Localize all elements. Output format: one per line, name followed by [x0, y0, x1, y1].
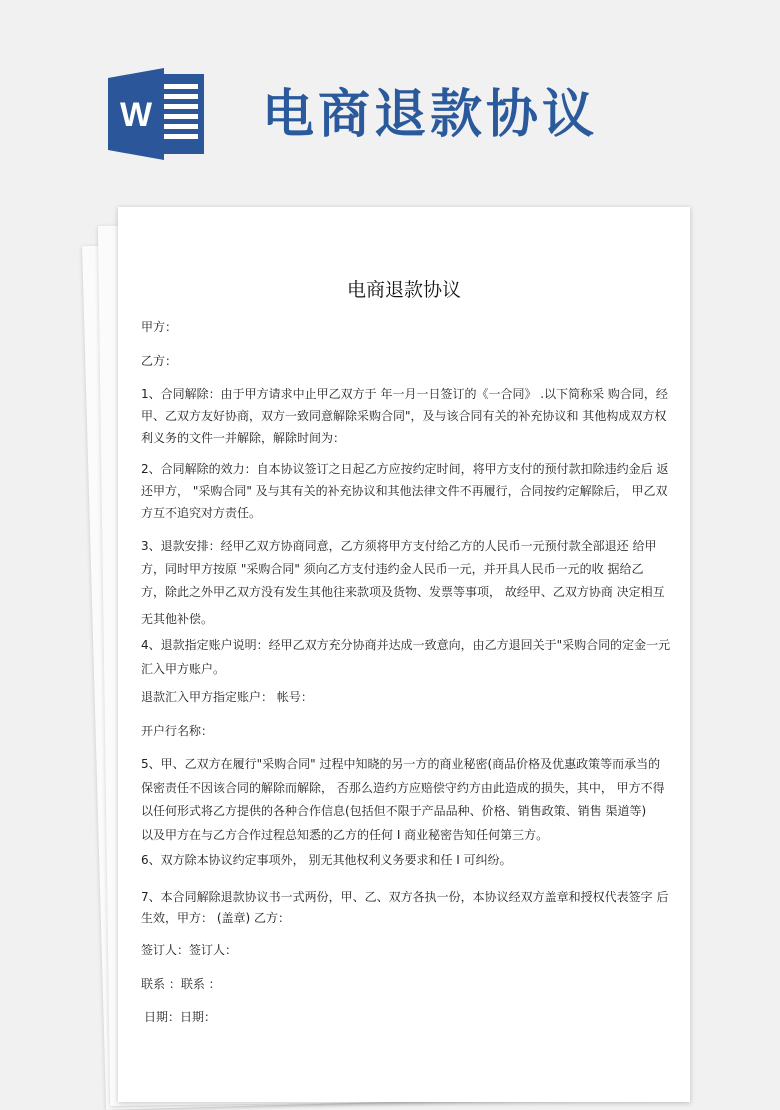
clause-1 [141, 383, 676, 449]
bank-name-label: 开户行名称： [141, 724, 214, 738]
clause-line: 5、甲、乙双方在履行"采购合同" 过程中知晓的另一方的商业秘密(商品价格及优惠政策等而承当的 [141, 757, 661, 771]
party-a-label: 甲方： [141, 320, 178, 334]
document-title: 电商退款协议 [346, 279, 461, 301]
word-document-icon [108, 66, 208, 162]
clause-2 [141, 458, 676, 524]
party-b-label: 乙方： [141, 354, 178, 368]
clause-line: 还甲方， "采购合同" 及与其有关的补充协议和其他法律文件不再履行，合同按约定解除后， 甲乙双 [141, 484, 668, 498]
clause-line: 保密责任不因该合同的解除而解除， 否那么造约方应赔偿守约方由此造成的损失，其中， 甲方不得 [141, 780, 665, 795]
document-page [118, 207, 690, 1102]
logo-letter: W [119, 96, 153, 134]
page-header [0, 0, 780, 200]
clause-6: 6、双方除本协议约定事项外， 别无其他权利义务要求和任 I 可纠纷。 [141, 853, 512, 867]
account-label: 退款汇入甲方指定账户： 帐号： [141, 690, 313, 704]
clause-line: 无其他补偿。 [141, 612, 214, 626]
clause-line: 汇入甲方账户。 [141, 662, 226, 676]
clause-7 [141, 887, 676, 929]
clause-line: 2、合同解除的效力：自本协议签订之日起乙方应按约定时间，将甲方支付的预付款扣除违约金后 返 [141, 462, 669, 476]
clause-line: 方互不追究对方责任。 [141, 506, 262, 520]
date-label: 日期：日期： [144, 1010, 217, 1024]
clause-line: 生效，甲方： (盖章) 乙方： [141, 911, 290, 925]
clause-line: 7、本合同解除退款协议书一式两份，甲、乙、双方各执一份，本协议经双方盖章和授权代表签字 后 [141, 890, 669, 904]
contact-label: 联系 ：联系 ： [141, 977, 221, 991]
clause-line: 3、退款安排：经甲乙双方协商同意，乙方须将甲方支付给乙方的人民币一元预付款全部退还 给甲 [141, 539, 657, 553]
clause-5 [141, 753, 676, 847]
clause-line: 甲、乙双方友好协商，双方一致同意解除采购合同"，及与该合同有关的补充协议和 其他构成双方权 [141, 409, 667, 423]
clause-line: 以任何形式将乙方提供的各种合作信息(包括但不限于产品品种、价格、销售政策、销售 渠道等) [141, 804, 647, 818]
clause-line: 方，同时甲方按原 "采购合同" 须向乙方支付违约金人民币一元，并开具人民币一元的收 据给乙 [141, 562, 644, 576]
clause-line: 4、退款指定账户说明：经甲乙双方充分协商并达成一致意向，由乙方退回关于"采购合同的定金一元 [141, 638, 671, 652]
clause-4 [141, 633, 676, 681]
clause-line: 以及甲方在与乙方合作过程总知悉的乙方的任何 I 商业秘密告知任何第三方。 [141, 827, 549, 842]
clause-line: 1、合同解除：由于甲方请求中止甲乙双方于 年一月一日签订的《一合同》 .以下简称采 购合同，经 [141, 387, 668, 401]
signer-label: 签订人：签订人： [141, 943, 238, 957]
clause-line: 方，除此之外甲乙双方没有发生其他往来款项及货物、发票等事项， 故经甲、乙双方协商 决定相互 [141, 585, 665, 599]
page-title: 电商退款协议 [262, 84, 599, 145]
clause-line: 利义务的文件一并解除，解除时间为： [141, 431, 346, 445]
clause-3 [141, 535, 676, 631]
